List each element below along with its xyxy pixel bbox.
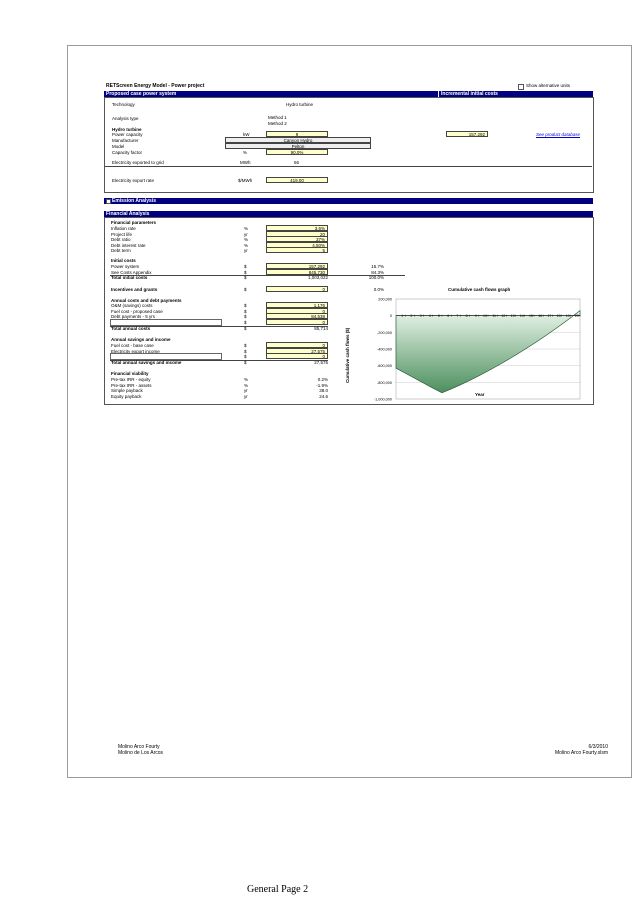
viability-value: -1.9% <box>316 382 328 388</box>
initial-cost-unit: $ <box>244 264 247 269</box>
param-unit: % <box>244 226 249 231</box>
power-capacity-label: Power capacity <box>112 132 143 137</box>
viability-unit: % <box>244 382 249 388</box>
total-annual-value: 85,714 <box>314 326 328 331</box>
saving-input[interactable]: 0 <box>266 342 328 348</box>
chart-y-tick-label: -600,000 <box>377 364 392 369</box>
param-label: Inflation rate <box>111 226 136 231</box>
chart-x-tick-label: 16 <box>538 314 543 319</box>
power-capacity-unit: kW <box>243 132 250 137</box>
initial-cost-label: See Costs Appendix <box>111 269 152 275</box>
annual-cost-input[interactable]: 84,538 <box>266 313 328 319</box>
cashflow-chart <box>358 296 588 416</box>
initial-cost-pct: 15.7% <box>371 264 384 269</box>
total-savings-label: Total annual savings and income <box>111 360 182 365</box>
financial-params-heading: Financial parameters <box>111 220 157 225</box>
chart-x-tick-label: 3 <box>419 314 422 319</box>
viability-heading: Financial viability <box>111 371 149 376</box>
viability-value: 38.0 <box>319 388 328 393</box>
saving-unit: $ <box>244 354 247 359</box>
chart-y-tick-label: 200,000 <box>378 297 392 302</box>
chart-x-tick-label: 5 <box>438 314 440 319</box>
incentives-label: Incentives and grants <box>111 287 158 292</box>
viability-label: Pre-tax IRR - equity <box>111 377 151 382</box>
chart-y-tick-label: -200,000 <box>377 330 392 335</box>
param-label: Debt term <box>111 248 131 253</box>
param-unit: % <box>244 242 249 248</box>
report-sheet <box>67 45 632 778</box>
total-savings-unit: $ <box>244 360 247 365</box>
initial-costs-heading: Initial costs <box>111 258 136 263</box>
footer-right-line2: Molino Arco Fourty.xlsm <box>555 750 608 756</box>
emission-section-header: Emission Analysis <box>104 198 593 204</box>
initial-cost-unit: $ <box>244 269 247 275</box>
viability-label: Simple payback <box>111 388 143 393</box>
param-input[interactable]: 20 <box>266 231 328 237</box>
chart-x-tick-label: 8 <box>465 314 468 319</box>
param-label: Debt ratio <box>111 237 131 242</box>
analysis-type-label: Analysis type <box>112 116 139 121</box>
chart-x-tick-label: 1 <box>401 314 404 319</box>
chart-x-tick-label: 4 <box>428 314 431 319</box>
chart-y-axis-label: Cumulative cash flows ($) <box>345 327 350 383</box>
chart-x-tick-label: 20 <box>575 314 579 319</box>
chart-x-tick-label: 9 <box>474 314 477 319</box>
saving-label: Electricity export income <box>111 348 160 354</box>
export-rate-unit: $/MWh <box>238 178 253 183</box>
chart-x-tick-label: 6 <box>447 314 450 319</box>
viability-label: Pre-tax IRR - assets <box>111 382 152 388</box>
saving-input[interactable]: 27,575 <box>266 348 328 354</box>
chart-y-tick-label: -1,000,000 <box>373 397 392 402</box>
total-initial-label: Total initial costs <box>111 275 148 280</box>
model-label: Model <box>112 144 125 149</box>
initial-cost-input[interactable]: 845,730 <box>266 269 328 275</box>
manufacturer-label: Manufacturer <box>112 138 139 143</box>
footer-left-line2: Molino de Los Arcos <box>118 750 164 756</box>
chart-x-tick-label: 13 <box>510 314 515 319</box>
method2-option[interactable]: Method 2 <box>268 121 287 126</box>
total-initial-pct: 100.0% <box>368 275 384 280</box>
chart-y-tick-label: -800,000 <box>377 380 392 385</box>
annual-cost-unit: $ <box>244 319 247 325</box>
total-savings-value: 27,575 <box>314 360 328 365</box>
viability-unit: yr <box>244 393 248 399</box>
saving-unit: $ <box>244 348 247 354</box>
exported-unit: MWh <box>240 160 251 165</box>
param-label: Debt interest rate <box>111 242 146 248</box>
annual-cost-label: Fuel cost - proposed case <box>111 308 163 314</box>
incremental-section-header: Incremental initial costs <box>439 91 593 97</box>
method1-option[interactable]: Method 1 <box>268 115 287 120</box>
saving-label: Fuel cost - base case <box>111 343 154 348</box>
param-unit: % <box>244 237 249 242</box>
viability-value: 0.2% <box>317 377 328 382</box>
chart-x-tick-label: 10 <box>483 314 487 319</box>
power-capacity-input[interactable]: 9 <box>266 131 328 137</box>
page-label: General Page 2 <box>247 884 309 895</box>
exported-value: 66 <box>294 160 300 165</box>
param-input[interactable]: 5 <box>266 247 328 253</box>
chart-title: Cumulative cash flows graph <box>448 287 511 292</box>
param-input[interactable]: 3.6% <box>266 225 328 231</box>
viability-unit: yr <box>244 388 248 393</box>
saving-unit: $ <box>244 343 247 348</box>
alt-units-checkbox[interactable] <box>518 84 524 90</box>
total-annual-unit: $ <box>244 326 247 331</box>
total-initial-unit: $ <box>244 275 247 280</box>
chart-x-axis-label: Year <box>475 392 485 397</box>
annual-cost-input[interactable]: 1,176 <box>266 302 328 308</box>
chart-x-tick-label: 18 <box>556 314 561 319</box>
annual-cost-label: Debt payments - 5 yrs <box>111 314 156 319</box>
incentives-pct: 0.0% <box>373 287 384 292</box>
saving-input[interactable]: 0 <box>266 353 328 359</box>
total-annual-label: Total annual costs <box>111 326 151 331</box>
viability-label: Equity payback <box>111 393 142 399</box>
param-input[interactable]: 4.50% <box>266 242 328 248</box>
viability-value: 24.6 <box>319 393 328 399</box>
chart-x-tick-label: 19 <box>565 314 570 319</box>
param-input[interactable]: 37% <box>266 236 328 242</box>
chart-x-tick-label: 14 <box>519 314 524 319</box>
chart-x-tick-label: 7 <box>456 314 459 319</box>
capacity-factor-unit: % <box>243 150 248 155</box>
incremental-cost-input[interactable]: 157,292 <box>446 131 488 137</box>
chart-x-tick-label: 12 <box>501 314 506 319</box>
model-field[interactable]: Pelton <box>225 143 371 149</box>
technology-label: Technology <box>112 102 135 107</box>
chart-y-tick-label: -400,000 <box>377 347 392 352</box>
total-initial-value: 1,003,022 <box>307 275 328 280</box>
annual-cost-unit: $ <box>244 314 247 319</box>
chart-x-tick-label: 11 <box>492 314 497 319</box>
product-database-link[interactable]: See product database <box>536 132 581 137</box>
proposed-section-header: Proposed case power system <box>104 91 438 97</box>
blank-savings-row-box[interactable] <box>110 353 222 360</box>
hydro-heading: Hydro turbine <box>112 127 142 132</box>
savings-heading: Annual savings and income <box>111 337 171 342</box>
annual-cost-label: O&M (savings) costs <box>111 303 153 308</box>
annual-costs-heading: Annual costs and debt payments <box>111 298 182 303</box>
technology-value: Hydro turbine <box>286 102 314 107</box>
chart-x-tick-label: 15 <box>529 314 533 319</box>
chart-y-tick-label: 0 <box>389 314 392 319</box>
capacity-factor-label: Capacity factor <box>112 150 143 155</box>
annual-cost-input[interactable]: 0 <box>266 319 328 325</box>
param-label: Project life <box>111 231 133 237</box>
export-rate-input[interactable]: 419.00 <box>266 177 328 183</box>
report-title: RETScreen Energy Model - Power project <box>106 83 205 89</box>
annual-cost-input[interactable]: 0 <box>266 308 328 314</box>
exported-label: Electricity exported to grid <box>112 160 164 165</box>
capacity-factor-input[interactable]: 90.0% <box>266 149 328 155</box>
viability-unit: % <box>244 377 249 382</box>
proposed-divider <box>105 166 592 167</box>
incentives-input[interactable]: 0 <box>266 286 328 292</box>
initial-cost-input[interactable]: 157,292 <box>266 263 328 269</box>
alt-units-label: Show alternative units <box>526 83 571 88</box>
chart-x-tick-label: 17 <box>547 314 552 319</box>
annual-cost-unit: $ <box>244 308 247 314</box>
blank-annual-row-box[interactable] <box>110 319 222 326</box>
footer-left-line1: Molino Arco Fourty <box>118 744 160 750</box>
incentives-unit: $ <box>244 287 247 292</box>
param-unit: yr <box>244 248 248 253</box>
financial-section-header: Financial Analysis <box>104 211 593 217</box>
manufacturer-field[interactable]: Canyon Hydro <box>225 137 371 143</box>
initial-cost-pct: 84.3% <box>371 269 384 275</box>
chart-x-tick-label: 2 <box>410 314 413 319</box>
export-rate-label: Electricity export rate <box>112 178 155 183</box>
initial-cost-label: Power system <box>111 264 140 269</box>
annual-cost-unit: $ <box>244 303 247 308</box>
emission-toggle-checkbox[interactable] <box>106 199 111 204</box>
param-unit: yr <box>244 231 248 237</box>
footer-right-line1: 6/3/2010 <box>588 744 608 750</box>
